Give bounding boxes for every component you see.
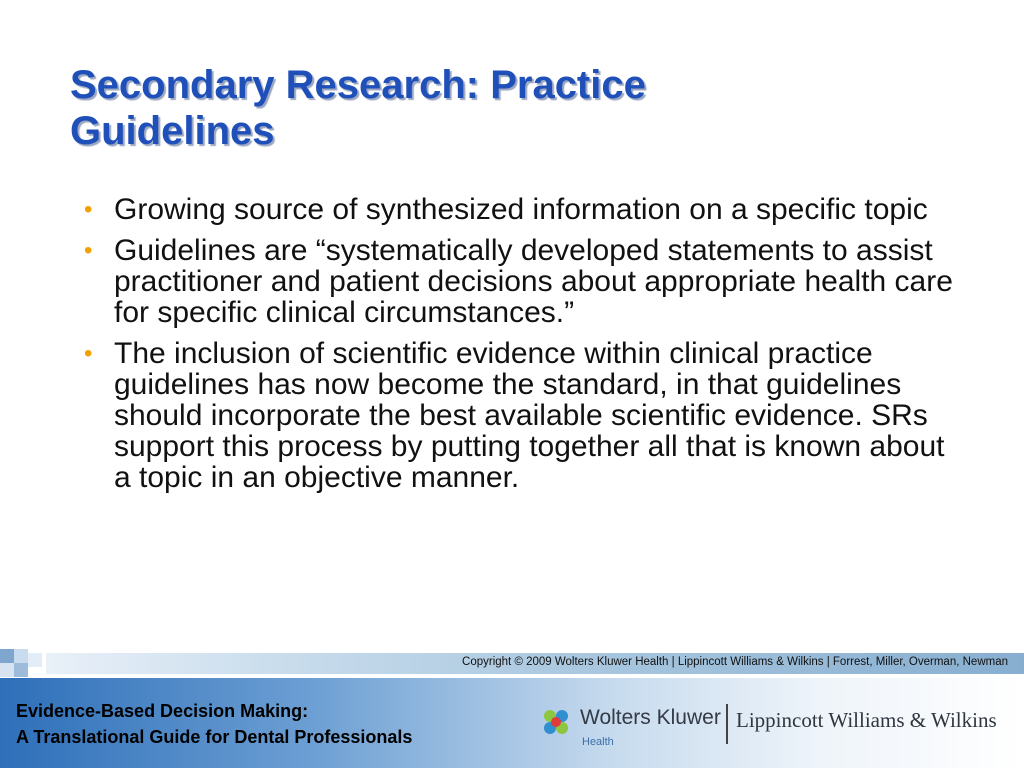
publisher-logo [540,700,1020,760]
bullet-dot-icon: • [84,340,93,367]
logo-wolters-kluwer: Wolters Kluwer [580,706,721,729]
bullet-dot-icon: • [84,196,93,223]
logo-health: Health [582,736,614,748]
copyright-text: Copyright © 2009 Wolters Kluwer Health | Lippincott Williams & Wilkins | Forrest, Miller, Overman, Newman [462,656,1008,668]
bullet-item [84,235,964,328]
slide-title-line2: Guidelines [70,109,275,153]
book-title [16,698,412,750]
bullet-dot-icon: • [84,237,93,264]
bullet-text: Growing source of synthesized information on a specific topic [114,193,928,226]
slide-title-line1: Secondary Research: Practice [70,63,646,107]
bullet-item [84,338,964,493]
bullet-text: Guidelines are “systematically developed statements to assist practitioner and patient decisions about appropriate health care for specific clinical circumstances.” [114,234,953,329]
book-title-line2: A Translational Guide for Dental Professionals [16,727,413,747]
bullet-list [84,194,964,503]
copyright-bar [46,653,1024,674]
logo-lippincott: Lippincott Williams & Wilkins [736,708,997,732]
wolters-kluwer-logo-icon [540,706,572,738]
slide-title [70,62,970,154]
book-title-line1: Evidence-Based Decision Making: [16,701,309,721]
logo-divider [726,704,728,744]
bullet-item [84,194,964,225]
bullet-text: The inclusion of scientific evidence within clinical practice guidelines has now become the standard, in that guidelines should incorporate the best available scientific evidence. SRs support this process by putting together all that is known about a topic in an objective manner. [114,337,945,494]
